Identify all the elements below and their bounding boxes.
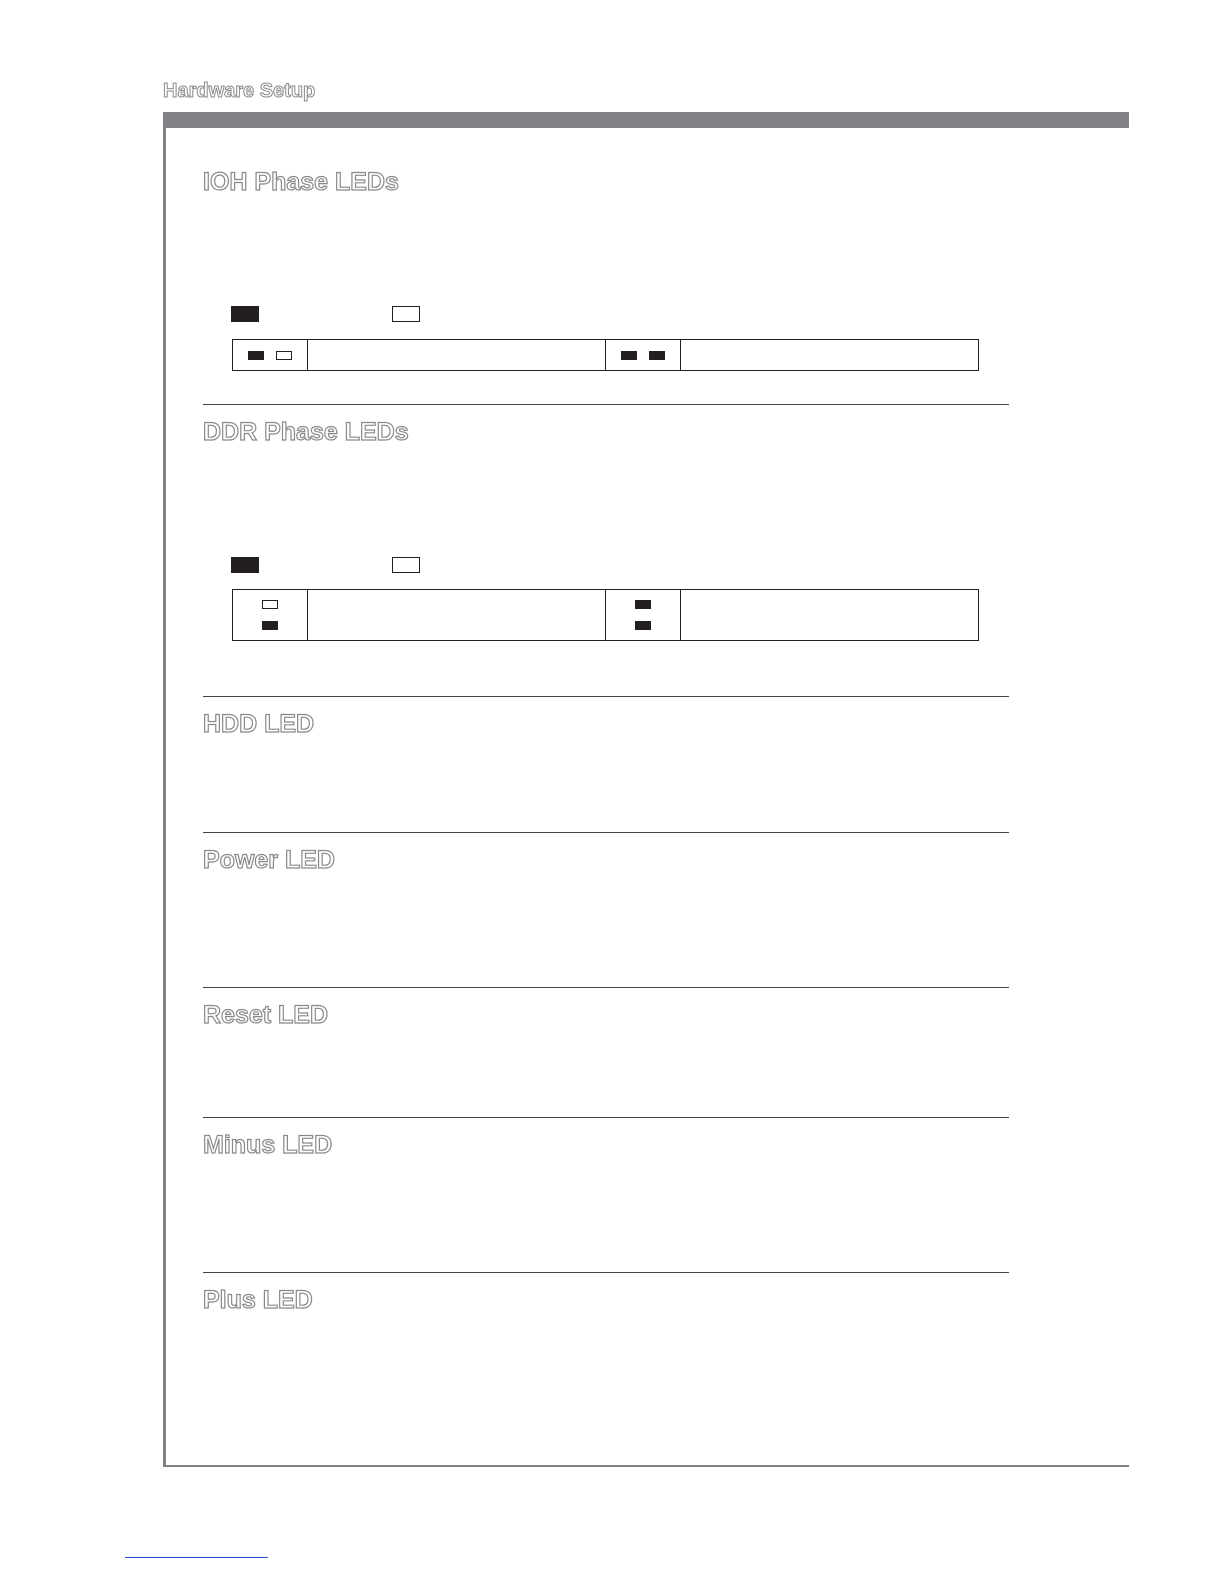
led-on-indicator — [262, 621, 278, 630]
section-title-ddr-phase-leds: DDR Phase LEDs — [203, 418, 409, 446]
led-on-indicator — [649, 351, 665, 360]
section-divider — [203, 1272, 1009, 1273]
led-on-indicator — [248, 351, 264, 360]
section-title-power-led: Power LED — [203, 846, 335, 874]
led-on-indicator — [635, 621, 651, 630]
bottom-rule — [163, 1465, 1129, 1467]
section-title-reset-led: Reset LED — [203, 1001, 329, 1029]
ioh-led-state-cell-1 — [233, 340, 308, 370]
page-header-title: Hardware Setup — [163, 80, 316, 102]
led-off-indicator — [276, 351, 292, 360]
section-divider — [203, 404, 1009, 405]
section-divider — [203, 832, 1009, 833]
header-bar — [163, 112, 1129, 128]
ddr-led-description-cell-1 — [308, 590, 606, 640]
led-on-indicator — [635, 600, 651, 609]
section-divider — [203, 1117, 1009, 1118]
ddr-led-table — [232, 589, 979, 641]
led-on-indicator — [621, 351, 637, 360]
ioh-led-description-cell-1 — [308, 340, 606, 370]
legend-led-on-swatch — [231, 306, 259, 322]
section-divider — [203, 987, 1009, 988]
section-divider — [203, 696, 1009, 697]
ddr-led-description-cell-2 — [681, 590, 978, 640]
ioh-led-description-cell-2 — [681, 340, 978, 370]
section-title-minus-led: Minus LED — [203, 1131, 333, 1159]
ddr-led-state-cell-2 — [606, 590, 681, 640]
led-off-indicator — [262, 600, 278, 609]
left-margin-rule — [163, 112, 166, 1467]
legend-led-on-swatch — [231, 557, 259, 573]
legend-led-off-swatch — [392, 306, 420, 322]
ioh-led-table — [232, 339, 979, 371]
ddr-led-state-cell-1 — [233, 590, 308, 640]
section-title-hdd-led: HDD LED — [203, 710, 315, 738]
legend-led-off-swatch — [392, 557, 420, 573]
section-title-plus-led: Plus LED — [203, 1286, 313, 1314]
section-title-ioh-phase-leds: IOH Phase LEDs — [203, 168, 399, 196]
footer-link-underline[interactable] — [125, 1557, 268, 1558]
ioh-led-state-cell-2 — [606, 340, 681, 370]
